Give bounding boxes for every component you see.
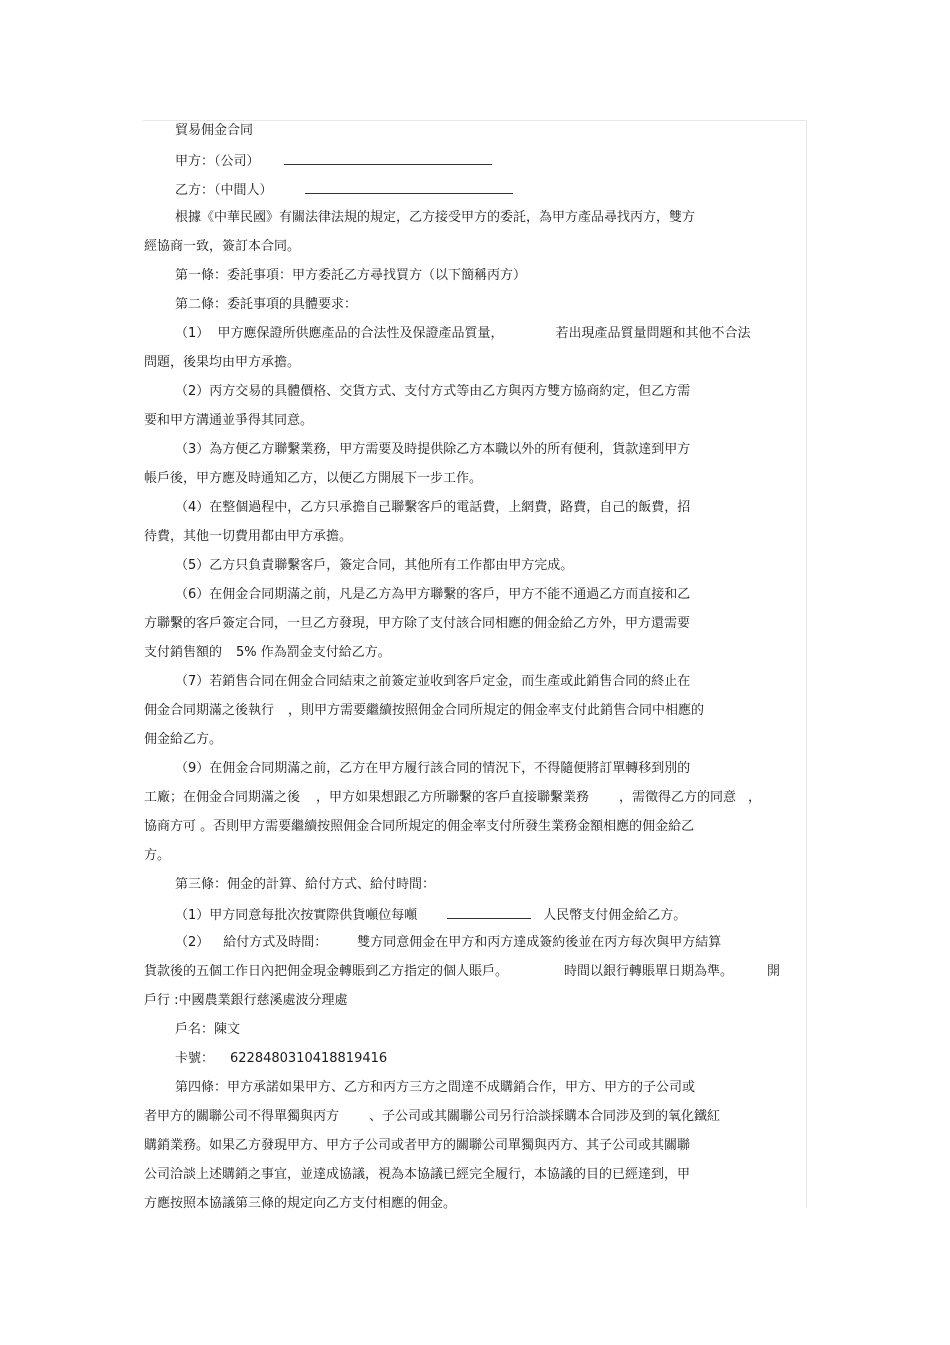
article-2-title: 第二條：委託事項的具體要求： xyxy=(175,297,358,312)
party-a-label: 甲方：（公司） xyxy=(175,154,260,169)
article-2-item-3-line-2: 帳戶後，甲方應及時通知乙方，以便乙方開展下一步工作。 xyxy=(144,471,483,486)
article-2-item-4-line-1: （4）在整個過程中，乙方只承擔自己聯繫客戶的電話費，上網費，路費，自己的飯費，招 xyxy=(175,500,691,515)
article-2-item-4-line-2: 待費，其他一切費用都由甲方承擔。 xyxy=(144,529,353,544)
a3-1-part-2: 人民幣支付佣金給乙方。 xyxy=(543,908,687,923)
a2-6-part-1: 支付銷售額的 xyxy=(144,645,223,660)
article-2-item-1-line-2: 問題，後果均由甲方承擔。 xyxy=(144,355,301,370)
article-2-item-9-line-2 xyxy=(144,789,761,807)
article-2-item-9-line-4: 方。 xyxy=(144,848,171,863)
a4-part-1: 者甲方的關聯公司不得單獨與丙方 xyxy=(144,1109,340,1124)
article-2-item-1-line-1 xyxy=(175,325,751,343)
article-1: 第一條：委託事項：甲方委託乙方尋找買方（以下簡稱丙方） xyxy=(175,268,527,283)
contract-title: 貿易佣金合同 xyxy=(175,123,254,138)
article-4-line-4: 公司洽談上述購銷之事宜，並達成協議，視為本協議已經完全履行，本協議的目的已經達到，甲 xyxy=(144,1167,691,1182)
article-3-item-2-line-3: 戶行 :中國農業銀行慈溪處波分理處 xyxy=(144,993,348,1008)
a3-2-part-4: 貨款後的五個工作日內把佣金現金轉賬到乙方指定的個人賬戶。 xyxy=(144,964,509,979)
card-label: 卡號： xyxy=(175,1051,215,1066)
a3-2-part-5: 時間以銀行轉賬單日期為準。 xyxy=(564,964,734,979)
commission-rate-blank[interactable] xyxy=(447,905,531,919)
party-b-line xyxy=(175,180,513,200)
article-2-item-2-line-1: （2）丙方交易的具體價格、交貨方式、支付方式等由乙方與丙方雙方協商約定，但乙方需 xyxy=(175,384,691,399)
article-2-item-3-line-1: （3）為方便乙方聯繫業務，甲方需要及時提供除乙方本職以外的所有便利，貨款達到甲方 xyxy=(175,442,691,457)
article-2-item-9-line-1: （9）在佣金合同期滿之前，乙方在甲方履行該合同的情況下，不得隨便將訂單轉移到別的 xyxy=(175,761,691,776)
a2-9-part-1: 工廠；在佣金合同期滿之後 xyxy=(144,790,301,805)
account-name: 戶名：陳文 xyxy=(175,1022,241,1037)
a3-2-part-1: （2） xyxy=(175,935,210,950)
article-2-item-5: （5）乙方只負責聯繫客戶，簽定合同，其他所有工作都由甲方完成。 xyxy=(175,558,574,573)
a2-6-part-2: 5% 作為罰金支付給乙方。 xyxy=(236,645,391,660)
a3-2-part-3: 雙方同意佣金在甲方和丙方達成簽約後並在丙方每次與甲方結算 xyxy=(357,935,722,950)
a3-1-part-1: （1）甲方同意每批次按實際供貨噸位每噸 xyxy=(175,908,418,923)
article-2-item-6-line-2: 方聯繫的客戶簽定合同，一旦乙方發現，甲方除了支付該合同相應的佣金給乙方外，甲方還需要 xyxy=(144,616,691,631)
party-b-blank[interactable] xyxy=(305,180,513,194)
a2-7-part-2: ，則甲方需要繼續按照佣金合同所規定的佣金率支付此銷售合同中相應的 xyxy=(288,703,705,718)
article-3-item-2-line-2 xyxy=(144,963,780,981)
article-2-item-9-line-3: 協商方可 。否則甲方需要繼續按照佣金合同所規定的佣金率支付所發生業務金額相應的佣金給乙 xyxy=(144,819,695,834)
article-3-item-2-line-1 xyxy=(175,934,721,952)
preamble-line-2: 經協商一致，簽訂本合同。 xyxy=(144,239,301,254)
article-3-item-1 xyxy=(175,905,686,925)
a2-1-part-2: 若出現產品質量問題和其他不合法 xyxy=(555,326,751,341)
a2-7-part-1: 佣金合同期滿之後執行 xyxy=(144,703,275,718)
article-4-line-3: 購銷業務。如果乙方發現甲方、甲方子公司或者甲方的關聯公司單獨與丙方、其子公司或其關聯 xyxy=(144,1138,691,1153)
card-line xyxy=(175,1050,387,1068)
party-a-line xyxy=(175,151,492,171)
preamble-line-1: 根據《中華民國》有關法律法規的規定，乙方接受甲方的委託，為甲方產品尋找丙方，雙方 xyxy=(175,210,696,225)
a4-part-2: 、子公司或其關聯公司另行洽談採購本合同涉及到的氧化鐵紅 xyxy=(369,1109,721,1124)
article-4-line-2 xyxy=(144,1108,720,1126)
article-4-line-5: 方應按照本協議第三條的規定向乙方支付相應的佣金。 xyxy=(144,1196,457,1211)
article-2-item-7-line-3: 佣金給乙方。 xyxy=(144,732,223,747)
article-4-line-1: 第四條：甲方承諾如果甲方、乙方和丙方三方之間達不成購銷合作，甲方、甲方的子公司或 xyxy=(175,1080,696,1095)
a2-9-part-4: ， xyxy=(748,790,762,805)
article-2-item-2-line-2: 要和甲方溝通並爭得其同意。 xyxy=(144,413,314,428)
a3-2-part-2: 給付方式及時間： xyxy=(223,935,328,950)
a2-1-part-1: （1） 甲方應保證所供應產品的合法性及保證產品質量， xyxy=(175,326,504,341)
article-2-item-6-line-3 xyxy=(144,644,391,662)
a2-9-part-2: ，甲方如果想跟乙方所聯繫的客戶直接聯繫業務 xyxy=(316,790,590,805)
party-a-blank[interactable] xyxy=(284,151,492,165)
card-number: 6228480310418819416 xyxy=(230,1051,388,1066)
article-2-item-7-line-1: （7）若銷售合同在佣金合同結束之前簽定並收到客戶定金，而生產或此銷售合同的終止在 xyxy=(175,674,691,689)
article-2-item-7-line-2 xyxy=(144,702,704,720)
a2-9-part-3: ，需徵得乙方的同意 xyxy=(619,790,737,805)
article-2-item-6-line-1: （6）在佣金合同期滿之前，凡是乙方為甲方聯繫的客戶，甲方不能不通過乙方而直接和乙 xyxy=(175,587,691,602)
party-b-label: 乙方：（中間人） xyxy=(175,183,273,198)
article-3-title: 第三條：佣金的計算、給付方式、給付時間： xyxy=(175,877,436,892)
a3-2-part-6: 開 xyxy=(767,964,781,979)
